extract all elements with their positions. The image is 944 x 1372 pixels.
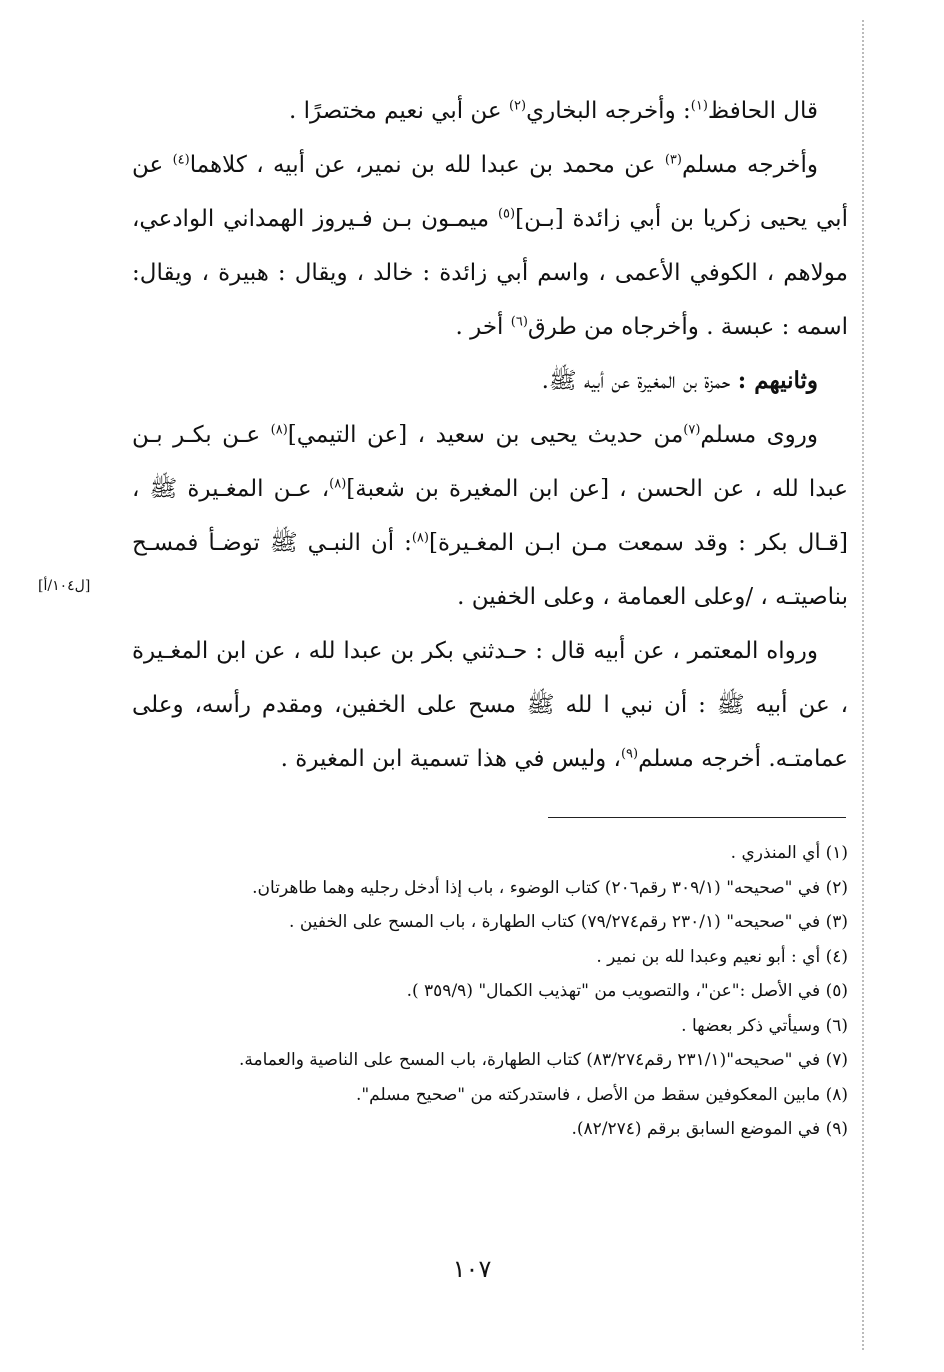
- footnote-item: (١) أي المنذري .: [730, 843, 848, 863]
- scan-edge-dots: [862, 20, 864, 1350]
- footnote-ref[interactable]: (٨): [270, 422, 288, 438]
- paragraph-3: وثانيهم : حمزة بن المغيرة عن أبيه ﷺ.: [541, 367, 818, 394]
- footnote-ref[interactable]: (٤): [172, 152, 190, 168]
- paragraph-2: وأخرجه مسلم$^{(٣)}$ عن محمد بن عبدا لله بن نمير، عن أبيه ، كلاهما$^{(٤)}$ عن أبي يحيى زكريا بن أبي زائدة [بـن]$^{(٥)}$ ميمـون بـن فـيروز الهمداني الوادعي، مولاهم ، الكوفي الأعمى ، واسم أبي زائدة : خالد ، ويقال : هبيرة ، ويقال: اسمه : عبسة . وأخرجاه من طرق$^{(٦)}$ أخر .: [132, 152, 848, 340]
- manuscript-folio-marker: [ل١٠٤/أ]: [38, 578, 91, 594]
- footnote-ref[interactable]: (٨): [329, 476, 347, 492]
- footnote-item: (٩) في الموضع السابق برقم (٨٢/٢٧٤).: [571, 1119, 848, 1139]
- section-heading: وثانيهم :: [737, 367, 818, 394]
- footnote-item: (٤) أي : أبو نعيم وعبدا لله بن نمير .: [596, 946, 848, 967]
- paragraph-4: وروى مسلم$^{(٧)}$من حديث يحيى بن سعيد ، [عن التيمي]$^{(٨)}$ عـن بكـر بـن عبدا لله ، عن الحسن ، [عن ابن المغيرة بن شعبة]$^{(٨)}$، عـن المغـيرة ﷺ ، [قـال بكر : وقد سمعت مـن ابـن المغـيرة]$^{(٨)}$: أن النبـي ﷺ توضـأ فمسـح بناصيتـه ، /وعلى العمامة ، وعلى الخفين .: [132, 422, 848, 610]
- footnote-item: (٦) وسيأتي ذكر بعضها .: [681, 1015, 848, 1036]
- footnote-item: (٧) في "صحيحه"(٢٣١/١ رقم٨٣/٢٧٤) كتاب الطهارة، باب المسح على الناصية والعمامة.: [238, 1050, 848, 1070]
- footnote-ref[interactable]: (٢): [508, 98, 527, 114]
- footnote-item: (٥) في الأصل :"عن"، والتصويب من "تهذيب الكمال" (٣٥٩/٩ ).: [406, 981, 848, 1001]
- footnote-separator: [548, 817, 846, 818]
- footnote-ref[interactable]: (٥): [497, 206, 516, 222]
- footnotes-list: [132, 836, 848, 1147]
- paragraph-1: قال الحافظ$^{(١)}$: وأخرجه البخاري$^{(٢)}$ عن أبي نعيم مختصرًا .: [289, 98, 818, 124]
- main-text: [132, 84, 848, 786]
- footnote-ref[interactable]: (١): [690, 98, 708, 114]
- footnote-ref[interactable]: (٨): [411, 530, 429, 546]
- footnote-ref[interactable]: (٣): [664, 152, 682, 168]
- footnote-item: (٣) في "صحيحه" (٢٣٠/١ رقم٧٩/٢٧٤) كتاب الطهارة ، باب المسح على الخفين .: [289, 912, 848, 932]
- page-number: ١٠٧: [452, 1255, 492, 1283]
- footnote-ref[interactable]: (٧): [683, 422, 701, 438]
- paragraph-5: ورواه المعتمر ، عن أبيه قال : حـدثني بكر بن عبدا لله ، عن ابن المغـيرة ، عن أبيه ﷺ : أن نبي ا لله ﷺ مسح على الخفين، ومقدم رأسه، وعلى عمامتـه. أخرجه مسلم$^{(٩)}$، وليس في هذا تسمية ابن المغيرة .: [132, 638, 848, 772]
- footnote-item: (٢) في "صحيحه" (٣٠٩/١ رقم٢٠٦) كتاب الوضوء ، باب إذا أدخل رجليه وهما طاهرتان.: [252, 877, 848, 898]
- footnote-ref[interactable]: (٩): [620, 746, 639, 762]
- footnote-ref[interactable]: (٦): [510, 314, 528, 330]
- footnote-item: (٨) مابين المعكوفين سقط من الأصل ، فاستدركته من "صحيح مسلم".: [355, 1084, 848, 1105]
